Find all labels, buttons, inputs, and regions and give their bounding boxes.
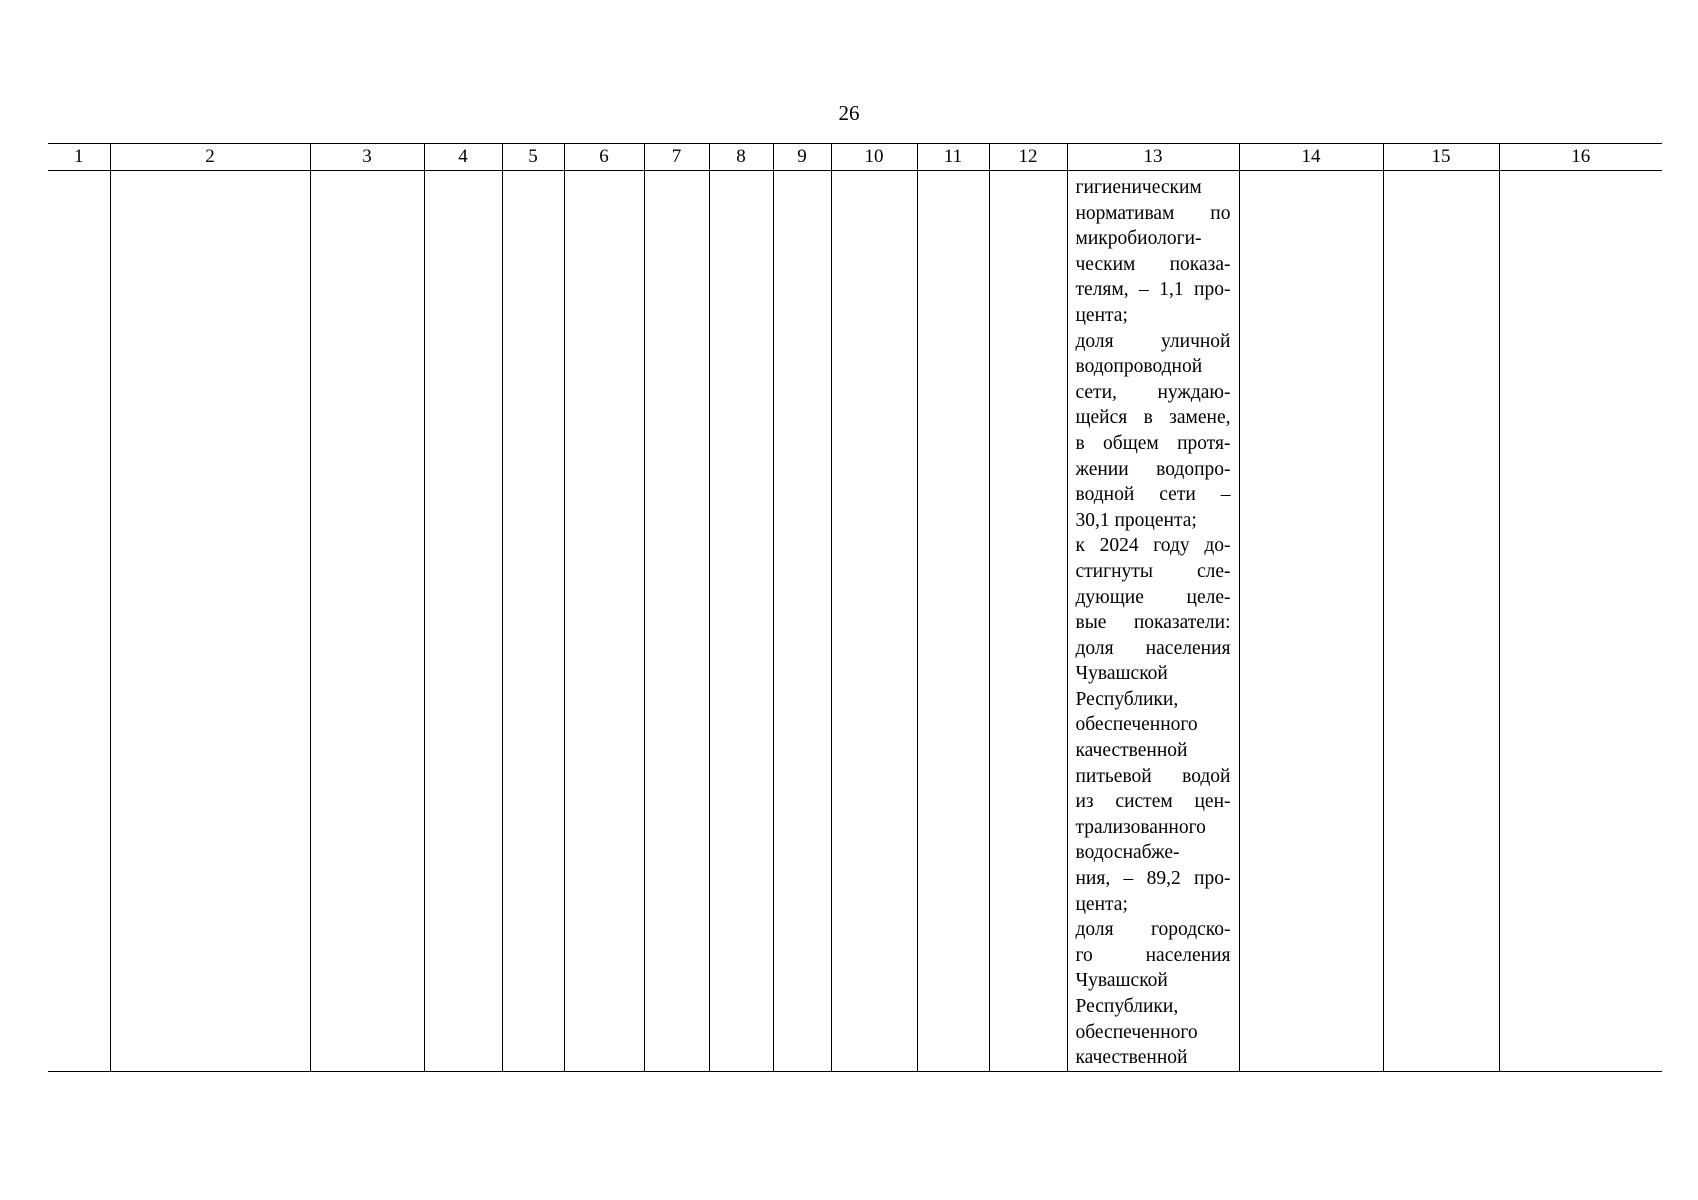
data-table [48,143,1662,1072]
column-header-8: 8 [709,144,773,171]
text-line: ния, – 89,2 про- [1075,868,1231,890]
column-header-7: 7 [644,144,709,171]
text-line: обеспеченного [1075,714,1198,736]
column-header-14: 14 [1239,144,1383,171]
text-line: стигнуты сле- [1075,560,1231,582]
column-header-2: 2 [110,144,310,171]
table-cell-col-5 [502,171,564,1072]
text-line: доля населения [1075,637,1231,659]
text-line: 30,1 процента; [1075,509,1197,531]
column-header-16: 16 [1499,144,1662,171]
column-header-9: 9 [773,144,831,171]
text-line: Чувашской [1075,663,1168,685]
text-line: сети, нуждаю- [1075,381,1231,403]
text-line: Чувашской [1075,970,1168,992]
table-cell-col-10 [831,171,917,1072]
text-line: водоснабже- [1075,842,1180,864]
text-line: жении водопро- [1075,458,1231,480]
table-cell-col-13 [1067,171,1239,1072]
column-header-11: 11 [917,144,989,171]
text-line: цента; [1075,304,1128,326]
column-header-4: 4 [424,144,502,171]
text-line: щейся в замене, [1075,407,1231,429]
text-line: доля уличной [1075,330,1231,352]
table-cell-col-12 [989,171,1067,1072]
page-number: 26 [838,101,860,125]
text-line: цента; [1075,893,1128,915]
table-cell-col-7 [644,171,709,1072]
text-line: водной сети – [1075,484,1231,506]
text-line: обеспеченного [1075,1021,1198,1043]
table-cell-col-11 [917,171,989,1072]
text-line: телям, – 1,1 про- [1075,279,1231,301]
table-cell-col-16 [1499,171,1662,1072]
column-header-3: 3 [310,144,424,171]
text-line: нормативам по [1075,202,1231,224]
text-line: ческим показа- [1075,253,1231,275]
column-header-15: 15 [1383,144,1499,171]
table-cell-col-15 [1383,171,1499,1072]
header-row [48,144,1662,171]
table-cell-col-3 [310,171,424,1072]
table-cell-col-6 [564,171,644,1072]
column-header-6: 6 [564,144,644,171]
text-line: доля городско- [1075,919,1231,941]
table-cell-col-8 [709,171,773,1072]
column-header-13: 13 [1067,144,1239,171]
column-13-text [1068,171,1239,1071]
table-cell-col-9 [773,171,831,1072]
text-line: трализованного [1075,816,1206,838]
table-cell-col-4 [424,171,502,1072]
text-line: питьевой водой [1075,765,1231,787]
column-header-1: 1 [48,144,110,171]
table-cell-col-2 [110,171,310,1072]
column-header-5: 5 [502,144,564,171]
text-line: дующие целе- [1075,586,1231,608]
table-row [48,171,1662,1072]
text-line: качественной [1075,740,1188,762]
text-line: Республики, [1075,996,1179,1017]
text-line: гигиеническим [1075,177,1202,198]
text-line: Республики, [1075,688,1179,710]
column-header-12: 12 [989,144,1067,171]
text-line: водопроводной [1075,356,1203,378]
text-line: вые показатели: [1075,612,1231,634]
column-header-10: 10 [831,144,917,171]
text-line: к 2024 году до- [1075,535,1231,557]
text-line: го населения [1075,944,1231,966]
text-line: из систем цен- [1075,791,1231,813]
text-line: в общем протя- [1075,432,1231,454]
table-cell-col-1 [48,171,110,1072]
table-cell-col-14 [1239,171,1383,1072]
text-line: микробиологи- [1075,228,1202,250]
text-line: качественной [1075,1047,1188,1069]
